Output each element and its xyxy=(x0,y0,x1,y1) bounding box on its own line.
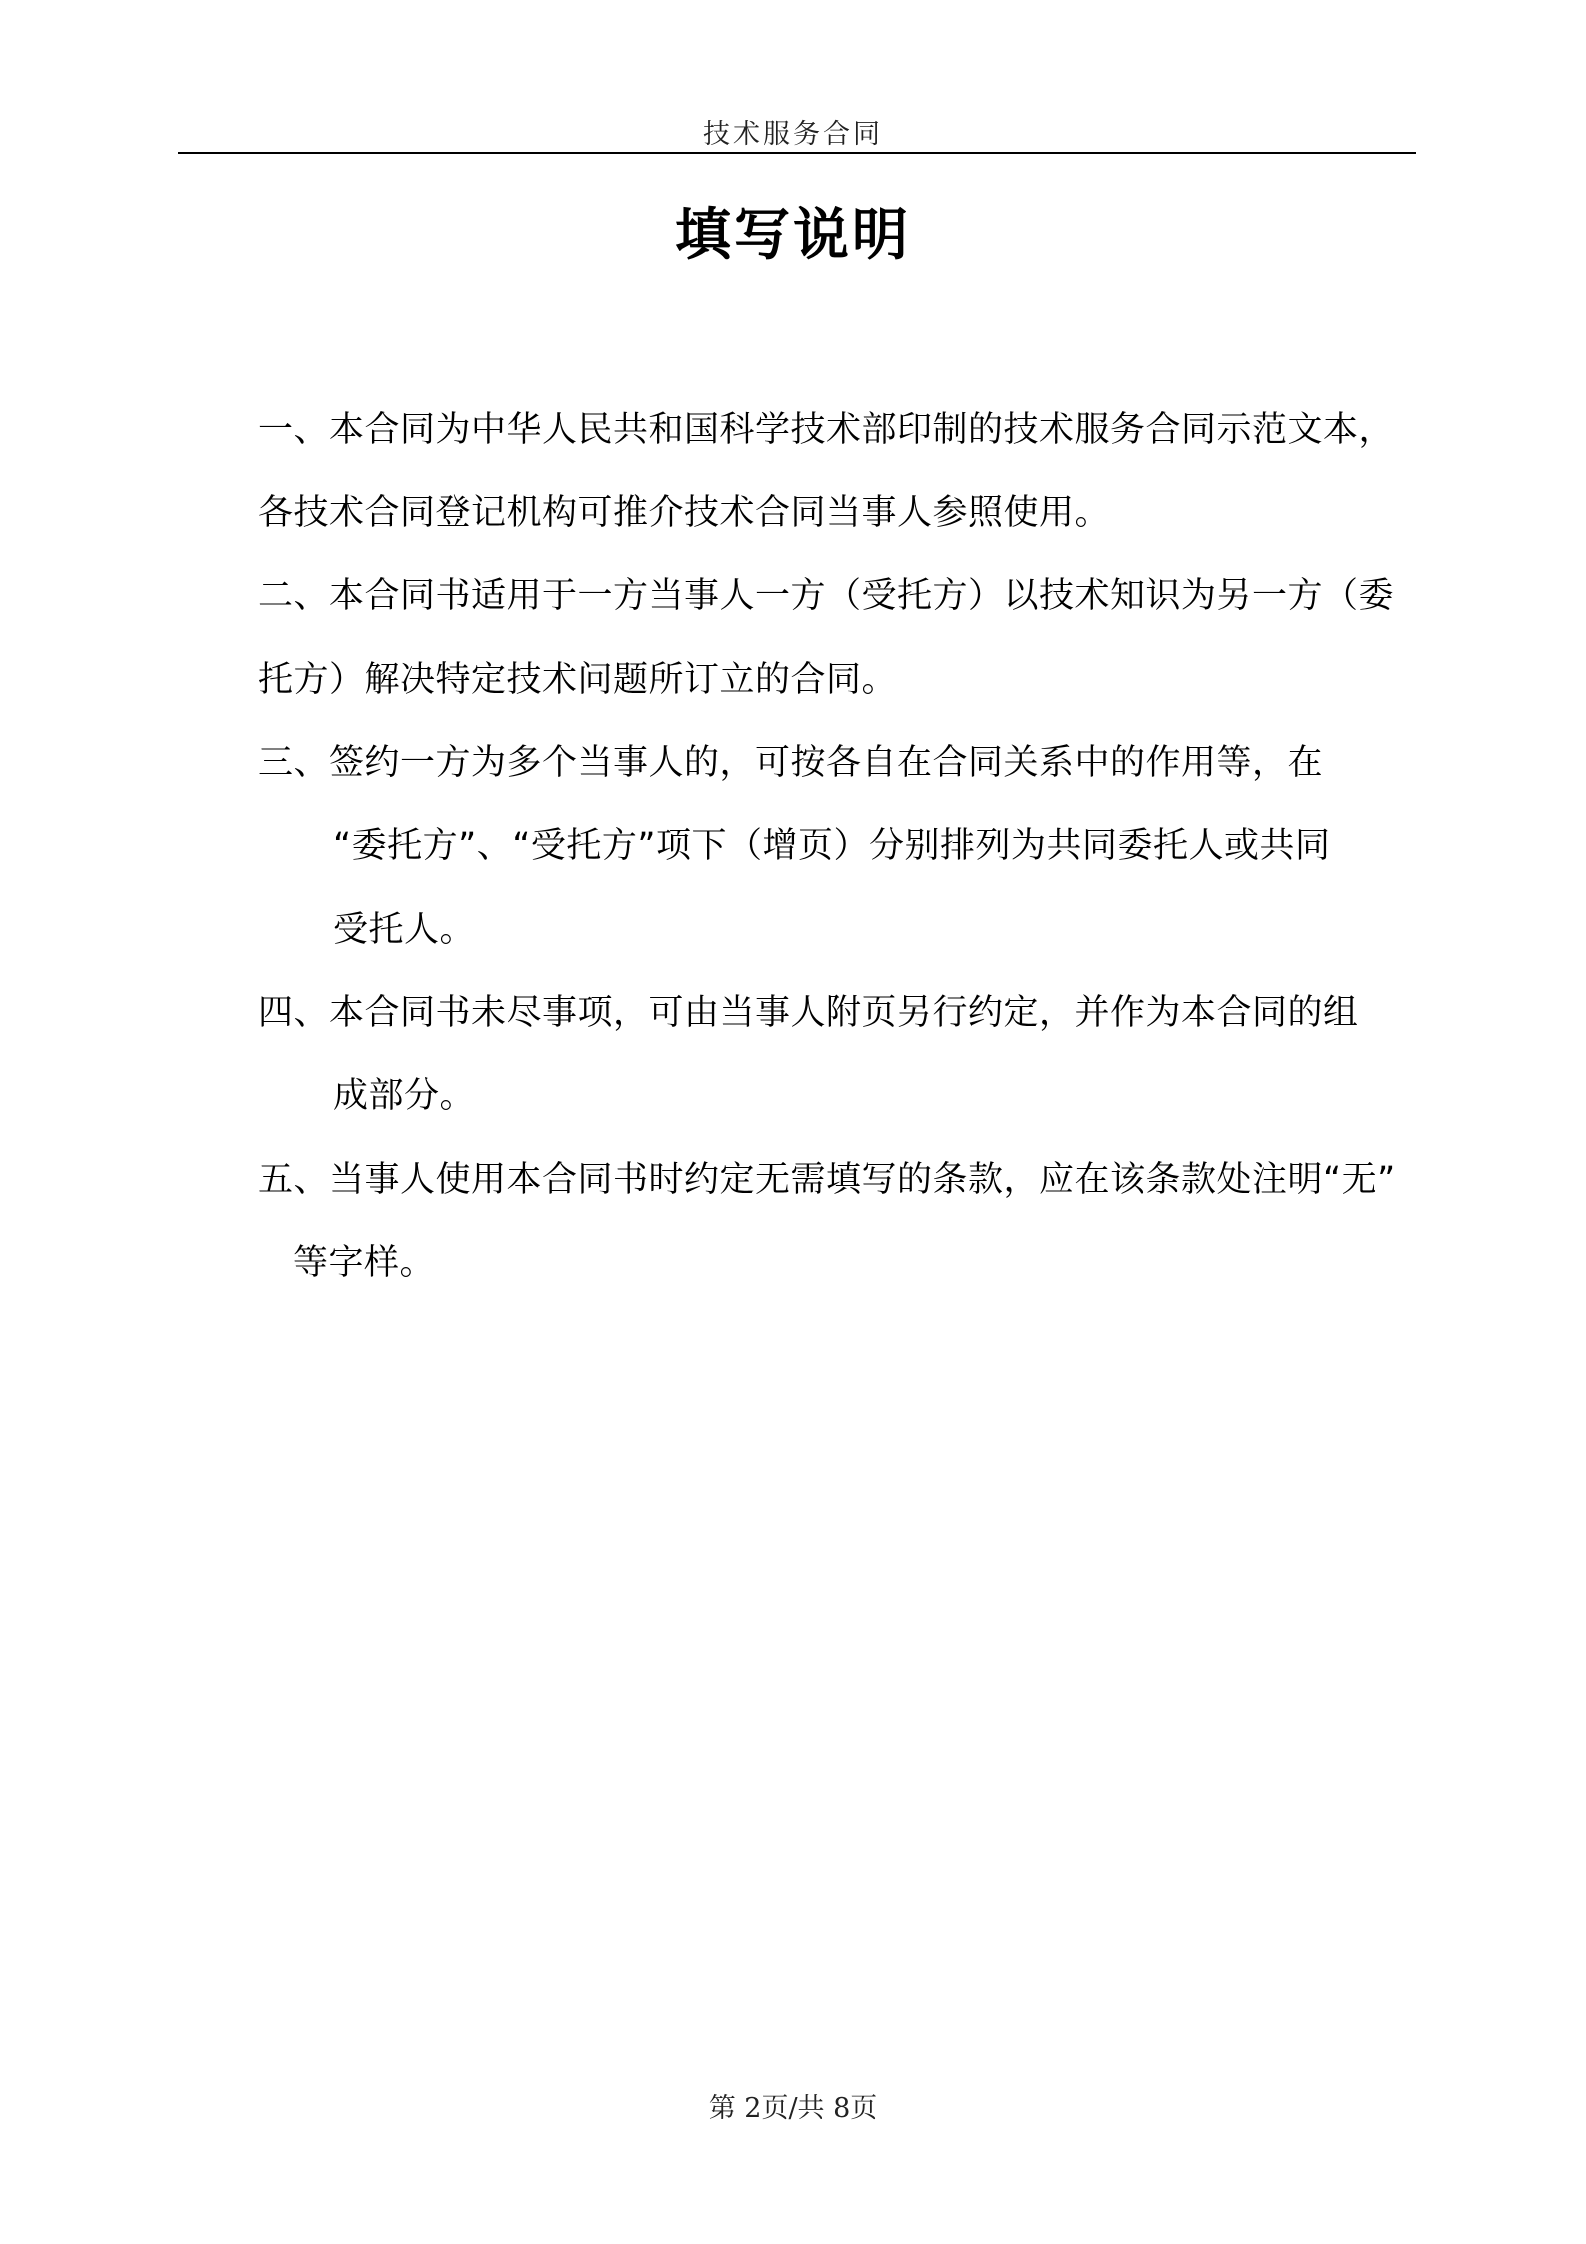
running-header: 技术服务合同 xyxy=(703,119,883,150)
instruction-3-line-3: 受托人。 xyxy=(333,910,476,950)
instruction-5-line-1: 五、当事人使用本合同书时约定无需填写的条款，应在该条款处注明“无” xyxy=(258,1160,1396,1200)
instruction-1-line-2: 各技术合同登记机构可推介技术合同当事人参照使用。 xyxy=(258,493,1111,533)
instruction-3-line-1: 三、签约一方为多个当事人的，可按各自在合同关系中的作用等，在 xyxy=(258,743,1324,783)
instruction-3-line-2: “委托方”、“受托方”项下（增页）分别排列为共同委托人或共同 xyxy=(333,826,1331,866)
page-title: 填写说明 xyxy=(675,203,911,268)
instruction-4-line-1: 四、本合同书未尽事项，可由当事人附页另行约定，并作为本合同的组 xyxy=(258,993,1359,1033)
instruction-2-line-1: 二、本合同书适用于一方当事人一方（受托方）以技术知识为另一方（委 xyxy=(258,576,1395,616)
instruction-5-line-2: 等字样。 xyxy=(293,1243,436,1283)
instruction-2-line-2: 托方）解决特定技术问题所订立的合同。 xyxy=(258,660,898,700)
header-rule xyxy=(178,152,1416,154)
instruction-1-line-1: 一、本合同为中华人民共和国科学技术部印制的技术服务合同示范文本， xyxy=(258,410,1395,450)
page-number-footer: 第 2页/共 8页 xyxy=(708,2093,878,2124)
instruction-4-line-2: 成部分。 xyxy=(333,1076,476,1116)
